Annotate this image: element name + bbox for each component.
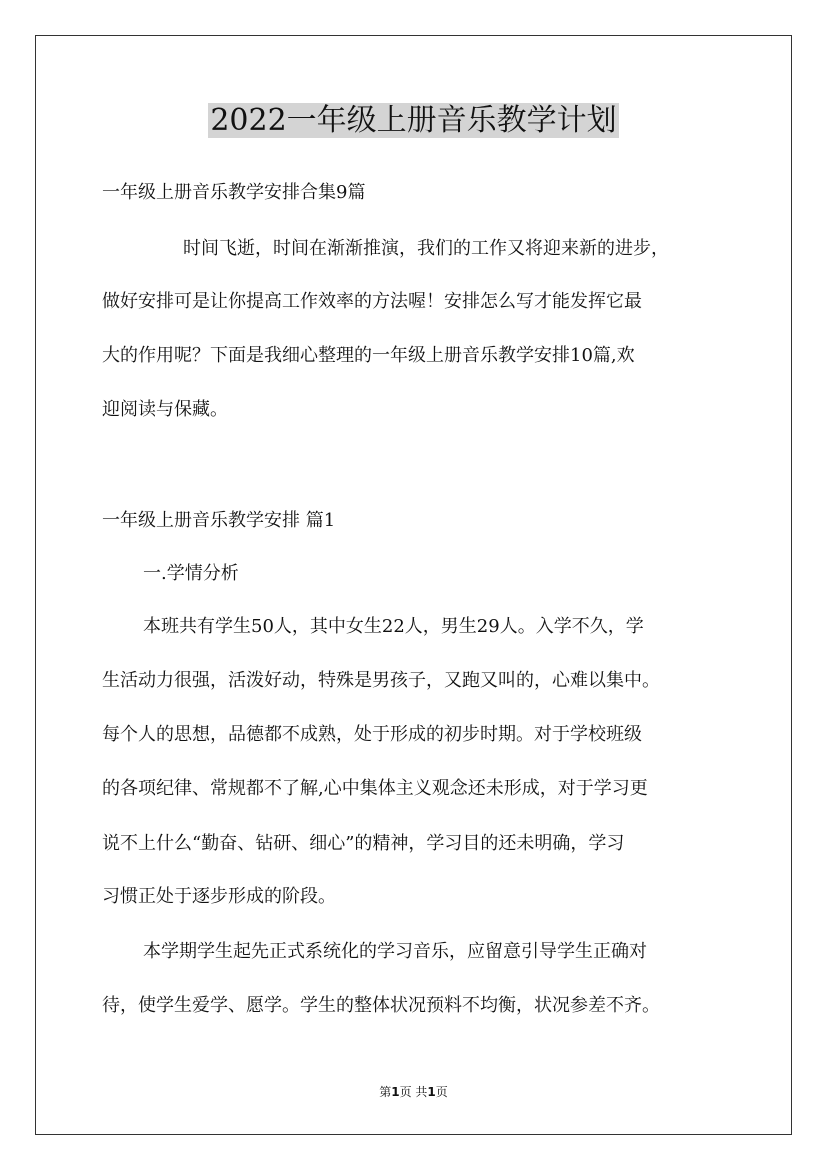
section-heading: 一年级上册音乐教学安排 篇1 (102, 510, 336, 531)
paragraph2-line-2: 待，使学生爱学、愿学。学生的整体状况预料不均衡，状况参差不齐。 (102, 995, 660, 1016)
footer-page-suffix: 页 (435, 1085, 448, 1099)
paragraph2-line-1: 本学期学生起先正式系统化的学习音乐，应留意引导学生正确对 (143, 941, 647, 962)
footer-page-current: 1 (391, 1085, 400, 1099)
paragraph1-line-5: 说不上什么“勤奋、钻研、细心”的精神，学习目的还未明确，学习 (102, 833, 625, 854)
document-title: 2022一年级上册音乐教学计划 (210, 103, 617, 138)
page-footer (0, 1084, 827, 1100)
footer-page-mid: 页 共 (399, 1085, 428, 1099)
subsection-heading: 一.学情分析 (143, 563, 239, 584)
footer-page-prefix: 第 (379, 1085, 392, 1099)
intro-line-3: 大的作用呢？下面是我细心整理的一年级上册音乐教学安排10篇,欢 (102, 345, 635, 366)
intro-line-4: 迎阅读与保藏。 (102, 399, 228, 420)
paragraph1-line-3: 每个人的思想，品德都不成熟，处于形成的初步时期。对于学校班级 (102, 724, 642, 745)
paragraph1-line-4: 的各项纪律、常规都不了解,心中集体主义观念还未形成，对于学习更 (102, 778, 648, 799)
footer-page-total: 1 (427, 1085, 436, 1099)
paragraph1-line-2: 生活动力很强，活泼好动，特殊是男孩子，又跑又叫的，心难以集中。 (102, 670, 660, 691)
subtitle: 一年级上册音乐教学安排合集9篇 (102, 182, 366, 203)
paragraph1-line-1: 本班共有学生50人，其中女生22人，男生29人。入学不久，学 (143, 616, 644, 637)
intro-line-2: 做好安排可是让你提高工作效率的方法喔！安排怎么写才能发挥它最 (102, 291, 642, 312)
paragraph1-line-6: 习惯正处于逐步形成的阶段。 (102, 886, 336, 907)
intro-line-1: 时间飞逝，时间在渐渐推演，我们的工作又将迎来新的进步， (183, 238, 669, 259)
